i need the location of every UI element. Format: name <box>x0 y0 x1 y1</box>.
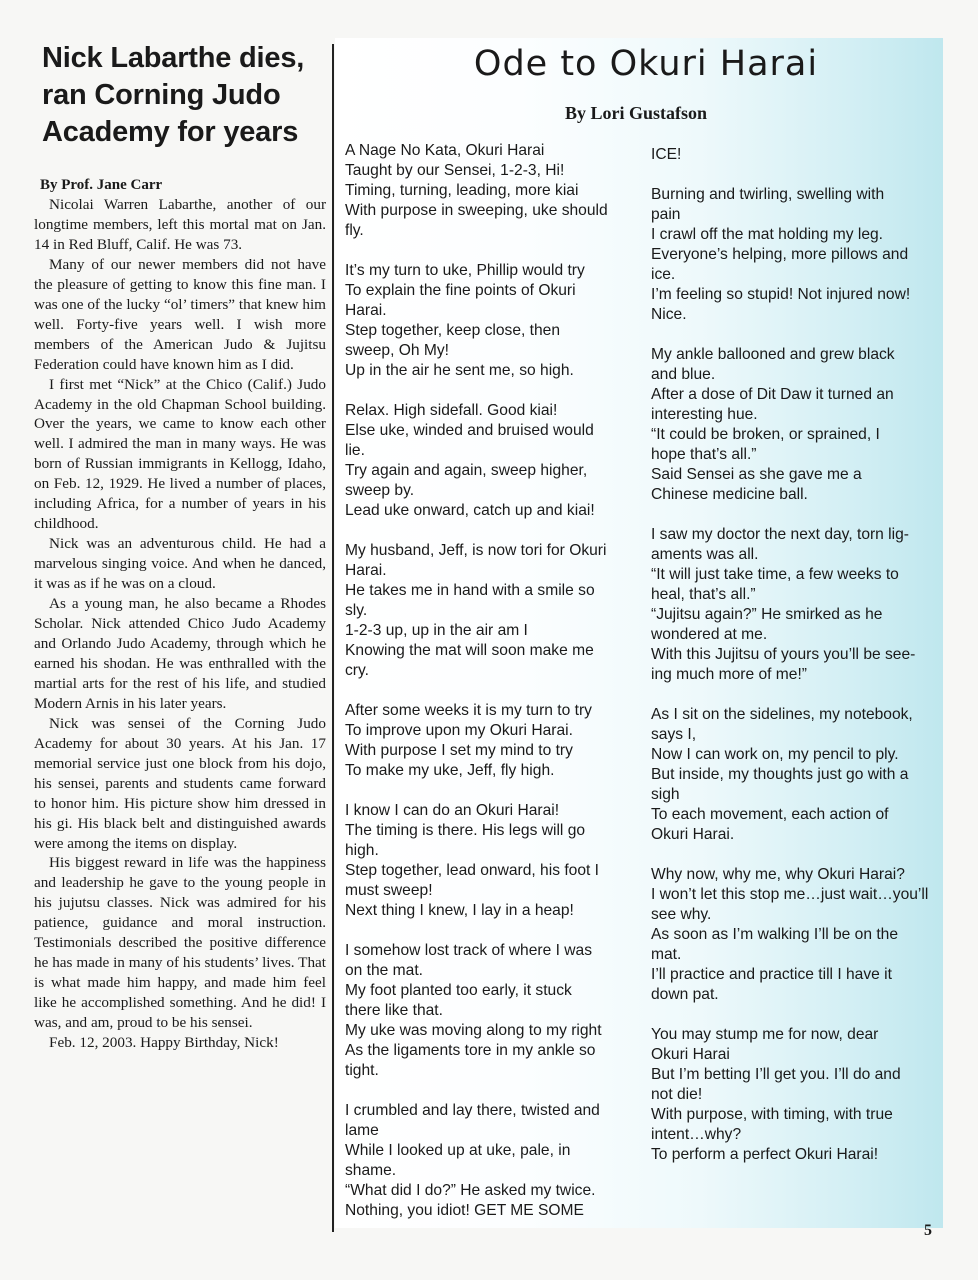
poem-line: “It could be broken, or sprained, I <box>651 426 880 443</box>
poem-line: After a dose of Dit Daw it turned an <box>651 386 894 403</box>
obituary-article <box>34 40 326 1053</box>
obituary-byline: By Prof. Jane Carr <box>40 177 163 193</box>
poem-line: My foot planted too early, it stuck <box>345 982 572 999</box>
poem-line: down pat. <box>651 986 719 1003</box>
poem-line: fly. <box>345 222 364 239</box>
poem-line: “It will just take time, a few weeks to <box>651 566 899 583</box>
poem-stanza <box>651 185 943 325</box>
poem-line: Chinese medicine ball. <box>651 486 808 503</box>
poem-line: Nice. <box>651 306 687 323</box>
poem-line: high. <box>345 842 379 859</box>
poem-line: He takes me in hand with a smile so <box>345 582 595 599</box>
poem-line: A Nage No Kata, Okuri Harai <box>345 142 545 159</box>
poem-line: wondered at me. <box>651 626 768 643</box>
poem-line: I’m feeling so stupid! Not injured now! <box>651 286 911 303</box>
poem-stanza <box>651 705 943 845</box>
poem-line: But inside, my thoughts just go with a <box>651 766 909 783</box>
poem-line: there like that. <box>345 1002 443 1019</box>
poem-stanza <box>651 345 943 505</box>
poem-line: You may stump me for now, dear <box>651 1026 879 1043</box>
poem-line: tight. <box>345 1062 379 1079</box>
poem-line: To make my uke, Jeff, fly high. <box>345 762 555 779</box>
poem-line: hope that’s all.” <box>651 446 757 463</box>
poem-line: Harai. <box>345 562 387 579</box>
poem-line: It’s my turn to uke, Phillip would try <box>345 262 585 279</box>
poem-line: aments was all. <box>651 546 759 563</box>
poem-stanza <box>651 525 943 685</box>
poem-line: Next thing I knew, I lay in a heap! <box>345 902 574 919</box>
poem-line: I’ll practice and practice till I have it <box>651 966 892 983</box>
poem-line: To perform a perfect Okuri Harai! <box>651 1146 879 1163</box>
poem-line: “Jujitsu again?” He smirked as he <box>651 606 883 623</box>
poem-line: I somehow lost track of where I was <box>345 942 592 959</box>
poem-line: Said Sensei as she gave me a <box>651 466 862 483</box>
poem-line: My ankle ballooned and grew black <box>651 346 895 363</box>
poem-line: I know I can do an Okuri Harai! <box>345 802 560 819</box>
poem-line: Taught by our Sensei, 1-2-3, Hi! <box>345 162 565 179</box>
poem-line: Else uke, winded and bruised would <box>345 422 594 439</box>
poem-line: My husband, Jeff, is now tori for Okuri <box>345 542 607 559</box>
poem-line: not die! <box>651 1086 703 1103</box>
poem-line: To each movement, each action of <box>651 806 889 823</box>
obituary-paragraph: Nick was sensei of the Corning Judo Academy for about 30 years. At his Jan. 17 memorial service just one block from his dojo, his sensei, parents and students came forward to honor him. His picture show him dressed in his gi. His black belt and distinguished awards were among the items on display. <box>34 714 326 852</box>
poem-stanza <box>345 701 637 781</box>
poem-line: intent…why? <box>651 1126 742 1143</box>
poem-stanza <box>651 1025 943 1165</box>
poem-line: With purpose, with timing, with true <box>651 1106 893 1123</box>
poem-line: While I looked up at uke, pale, in <box>345 1142 571 1159</box>
poem-line: and blue. <box>651 366 716 383</box>
poem-line: As the ligaments tore in my ankle so <box>345 1042 596 1059</box>
poem-line: With purpose in sweeping, uke should <box>345 202 608 219</box>
poem-line: I crawl off the mat holding my leg. <box>651 226 883 243</box>
poem-line: heal, that’s all.” <box>651 586 756 603</box>
poem-line: Step together, lead onward, his foot I <box>345 862 599 879</box>
poem-line: must sweep! <box>345 882 433 899</box>
poem-stanza <box>345 541 637 681</box>
poem-line: Timing, turning, leading, more kiai <box>345 182 579 199</box>
poem-line: pain <box>651 206 681 223</box>
poem-line: But I’m betting I’ll get you. I’ll do and <box>651 1066 901 1083</box>
obituary-paragraph: Feb. 12, 2003. Happy Birthday, Nick! <box>49 1034 279 1052</box>
poem-line: “What did I do?” He asked my twice. <box>345 1182 596 1199</box>
obituary-paragraph: Nicolai Warren Labarthe, another of our longtime members, left this mortal mat on Jan. 14 in Red Bluff, Calif. He was 73. <box>34 196 326 253</box>
poem-line: With this Jujitsu of yours you’ll be see- <box>651 646 916 663</box>
poem-line: on the mat. <box>345 962 424 979</box>
poem-line: says I, <box>651 726 697 743</box>
poem-line: With purpose I set my mind to try <box>345 742 573 759</box>
poem-line: As I sit on the sidelines, my notebook, <box>651 706 913 723</box>
poem-line: Okuri Harai. <box>651 826 735 843</box>
poem-line: Try again and again, sweep higher, <box>345 462 588 479</box>
obituary-paragraph: Many of our newer members did not have the pleasure of getting to know this fine man. I was one of the lucky “ol’ timers” that knew him well. Forty-five years well. I wish more members of the American Judo & Jujitsu Federation could have known him as I did. <box>34 255 326 373</box>
poem-line: Harai. <box>345 302 387 319</box>
column-divider <box>332 44 334 1232</box>
poem-line: Everyone’s helping, more pillows and <box>651 246 909 263</box>
poem-line: sweep by. <box>345 482 415 499</box>
poem-line: lame <box>345 1122 379 1139</box>
poem-stanza <box>345 1101 637 1221</box>
poem-line: As soon as I’m walking I’ll be on the <box>651 926 899 943</box>
poem-line: Now I can work on, my pencil to ply. <box>651 746 899 763</box>
poem-line: Okuri Harai <box>651 1046 730 1063</box>
poem-line: Up in the air he sent me, so high. <box>345 362 574 379</box>
poem-title: Ode to Okuri Harai <box>473 44 819 84</box>
poem-line: Knowing the mat will soon make me <box>345 642 594 659</box>
obituary-paragraph: As a young man, he also became a Rhodes Scholar. Nick attended Chico Judo Academy and Orlando Judo Academy, through which he earned his shodan. He was enthralled with the martial arts for the rest of his life, and studied Modern Arnis in his later years. <box>34 595 326 712</box>
page-number: 5 <box>924 1222 932 1239</box>
poem-line: To improve upon my Okuri Harai. <box>345 722 573 739</box>
poem-stanza <box>345 941 637 1081</box>
poem-line: ice. <box>651 266 676 283</box>
obituary-title: Nick Labarthe dies, ran Corning Judo Academy for years <box>42 42 305 148</box>
poem-line: After some weeks it is my turn to try <box>345 702 592 719</box>
poem-line: Relax. High sidefall. Good kiai! <box>345 402 558 419</box>
poem-line: ICE! <box>651 146 682 163</box>
poem-line: ing much more of me!” <box>651 666 807 683</box>
poem-stanza <box>345 141 637 241</box>
poem-line: My uke was moving along to my right <box>345 1022 602 1039</box>
obituary-paragraph: Nick was an adventurous child. He had a marvelous singing voice. And when he danced, it was as if he was on a cloud. <box>34 535 326 593</box>
obituary-paragraph: His biggest reward in life was the happiness and leadership he gave to the young people in his jujutsu classes. Nick was admired for his patience, guidance and moral instruction. Testimonials described the positive difference he has made in many of his students’ lives. That is what made him happy, and made him feel like he accomplished something. And he did! I was, and am, proud to be his sensei. <box>34 854 326 1032</box>
poem-line: sweep, Oh My! <box>345 342 449 359</box>
poem-line: sly. <box>345 602 368 619</box>
poem-stanza <box>345 401 637 521</box>
poem-byline: By Lori Gustafson <box>565 103 708 123</box>
poem-stanza <box>345 261 637 381</box>
poem-line: 1-2-3 up, up in the air am I <box>345 622 528 639</box>
poem-line: I saw my doctor the next day, torn lig- <box>651 526 909 543</box>
poem-line: Why now, why me, why Okuri Harai? <box>651 866 905 883</box>
poem-line: shame. <box>345 1162 397 1179</box>
poem-line: I crumbled and lay there, twisted and <box>345 1102 600 1119</box>
poem-stanza <box>651 865 943 1005</box>
poem-line: Step together, keep close, then <box>345 322 560 339</box>
poem-line: Burning and twirling, swelling with <box>651 186 885 203</box>
poem-line: lie. <box>345 442 365 459</box>
poem-column-1 <box>345 141 637 1241</box>
poem-line: Nothing, you idiot! GET ME SOME <box>345 1202 584 1219</box>
poem-line: see why. <box>651 906 712 923</box>
obituary-body <box>34 195 326 1053</box>
poem-line: sigh <box>651 786 680 803</box>
poem-line: To explain the fine points of Okuri <box>345 282 576 299</box>
poem-line: I won’t let this stop me…just wait…you’ll <box>651 886 929 903</box>
poem-line: The timing is there. His legs will go <box>345 822 586 839</box>
poem-line: cry. <box>345 662 369 679</box>
poem-stanza <box>345 801 637 921</box>
poem-line: interesting hue. <box>651 406 758 423</box>
poem-line: Lead uke onward, catch up and kiai! <box>345 502 595 519</box>
poem-column-2 <box>651 145 943 1185</box>
obituary-paragraph: I first met “Nick” at the Chico (Calif.) Judo Academy in the old Chapman School building. Over the years, we came to know each other well. I admired the man in many ways. He was born of Russian immigrants in Kellogg, Idaho, on Feb. 12, 1929. He lived a number of places, including Africa, for a number of years in his childhood. <box>34 375 326 533</box>
poem-stanza <box>651 145 943 165</box>
poem-line: mat. <box>651 946 682 963</box>
